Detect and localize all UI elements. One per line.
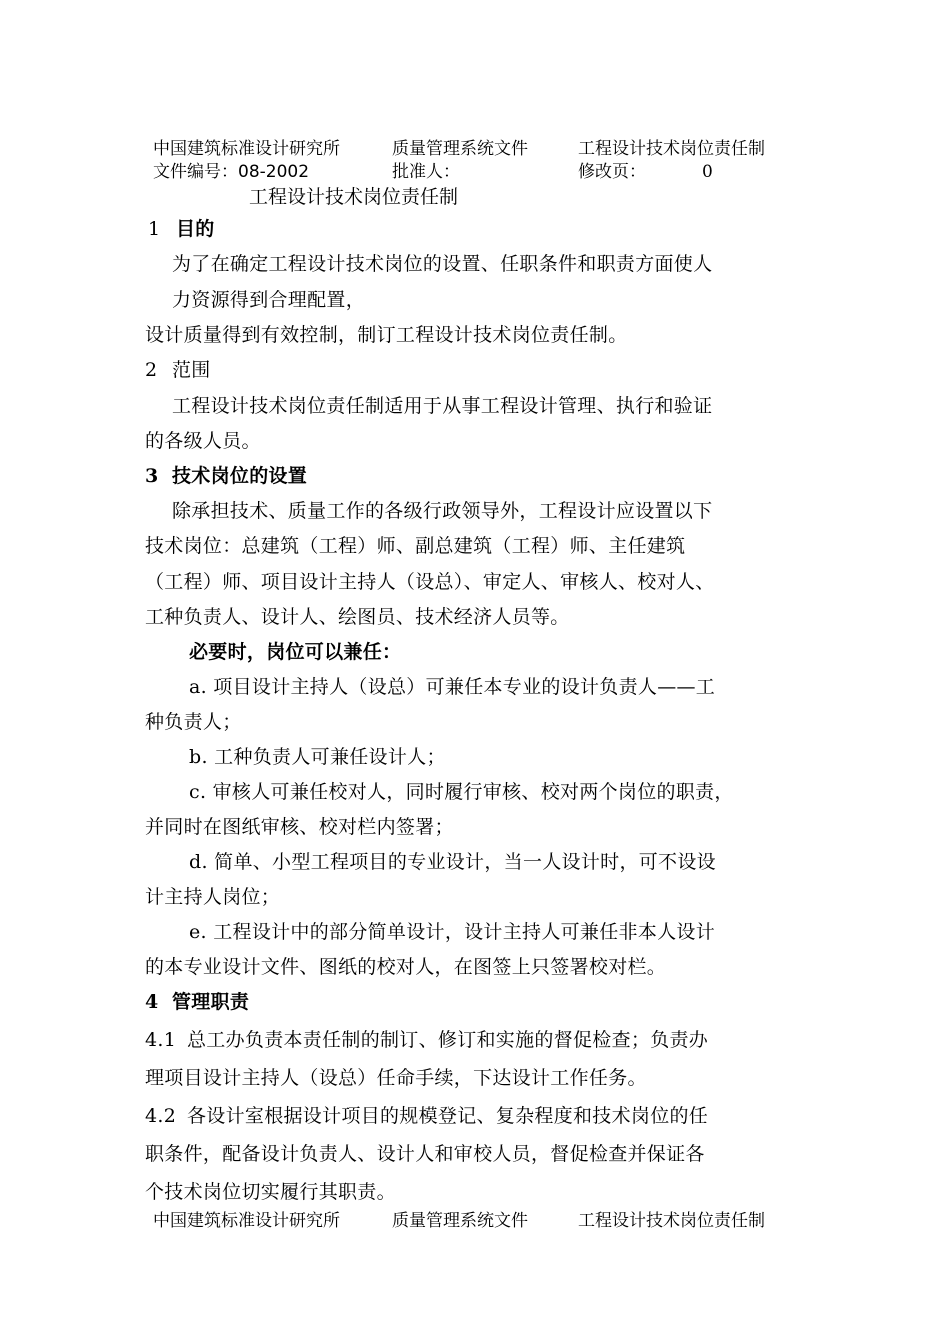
- clause-4-2-text-line: 个技术岗位切实履行其职责。: [145, 1181, 396, 1203]
- list-item-e: e. 工程设计中的部分简单设计，设计主持人可兼任非本人设计: [189, 921, 716, 943]
- header-org: 中国建筑标准设计研究所: [153, 139, 340, 159]
- footer-org: 中国建筑标准设计研究所: [153, 1211, 340, 1231]
- section-4-number: 4: [145, 991, 159, 1013]
- list-item-d-cont: 计主持人岗位；: [145, 886, 281, 908]
- list-item-e-cont: 的本专业设计文件、图纸的校对人，在图签上只签署校对栏。: [145, 956, 667, 978]
- section-3-text-line: 除承担技术、质量工作的各级行政领导外，工程设计应设置以下: [172, 500, 713, 522]
- list-item-a-cont: 种负责人；: [145, 711, 242, 733]
- section-2-number: 2: [145, 359, 158, 381]
- section-2-text-line: 工程设计技术岗位责任制适用于从事工程设计管理、执行和验证: [172, 395, 713, 417]
- header-file-number: 文件编号：08-2002: [153, 162, 310, 182]
- document-title: 工程设计技术岗位责任制: [249, 186, 459, 208]
- list-item-a: a. 项目设计主持人（设总）可兼任本专业的设计负责人——工: [189, 676, 716, 698]
- clause-4-1-number: 4.1: [145, 1029, 177, 1051]
- header-revision-label: 修改页：: [578, 162, 646, 182]
- list-item-d: d. 简单、小型工程项目的专业设计，当一人设计时，可不设设: [189, 851, 716, 873]
- list-item-c-cont: 并同时在图纸审核、校对栏内签署；: [145, 816, 454, 838]
- list-item-c: c. 审核人可兼任校对人，同时履行审核、校对两个岗位的职责，: [189, 781, 734, 803]
- clause-4-2-number: 4.2: [145, 1105, 177, 1127]
- section-3-text-line: （工程）师、项目设计主持人（设总）、审定人、审核人、校对人、: [145, 571, 715, 593]
- header-approver: 批准人：: [392, 162, 460, 182]
- section-1-heading: 目的: [176, 218, 215, 240]
- clause-4-2-text-line: 各设计室根据设计项目的规模登记、复杂程度和技术岗位的任: [187, 1105, 709, 1127]
- section-1-text-line: 为了在确定工程设计技术岗位的设置、任职条件和职责方面使人: [172, 253, 713, 275]
- footer-doc-title: 工程设计技术岗位责任制: [578, 1211, 765, 1231]
- clause-4-1-text-line: 总工办负责本责任制的制订、修订和实施的督促检查；负责办: [187, 1029, 709, 1051]
- section-2-heading: 范围: [172, 359, 211, 381]
- section-1-text-line: 设计质量得到有效控制，制订工程设计技术岗位责任制。: [145, 324, 628, 346]
- section-3-text-line: 技术岗位：总建筑（工程）师、副总建筑（工程）师、主任建筑: [145, 535, 686, 557]
- clause-4-2-text-line: 职条件，配备设计负责人、设计人和审校人员，督促检查并保证各: [145, 1143, 705, 1165]
- footer-doc-system: 质量管理系统文件: [392, 1211, 528, 1231]
- section-3-number: 3: [145, 465, 159, 487]
- section-1-text-line: 力资源得到合理配置，: [172, 289, 366, 311]
- clause-4-1-text-line: 理项目设计主持人（设总）任命手续，下达设计工作任务。: [145, 1067, 647, 1089]
- list-item-b: b. 工种负责人可兼任设计人；: [189, 746, 446, 768]
- header-doc-title: 工程设计技术岗位责任制: [578, 139, 765, 159]
- section-3-heading: 技术岗位的设置: [172, 465, 308, 487]
- header-revision-value: 0: [702, 162, 713, 182]
- header-doc-system: 质量管理系统文件: [392, 139, 528, 159]
- concurrent-positions-heading: 必要时，岗位可以兼任：: [189, 641, 402, 663]
- section-4-heading: 管理职责: [172, 991, 250, 1013]
- section-3-text-line: 工种负责人、设计人、绘图员、技术经济人员等。: [145, 606, 570, 628]
- section-2-text-line: 的各级人员。: [145, 430, 261, 452]
- section-1-number: 1: [148, 218, 161, 240]
